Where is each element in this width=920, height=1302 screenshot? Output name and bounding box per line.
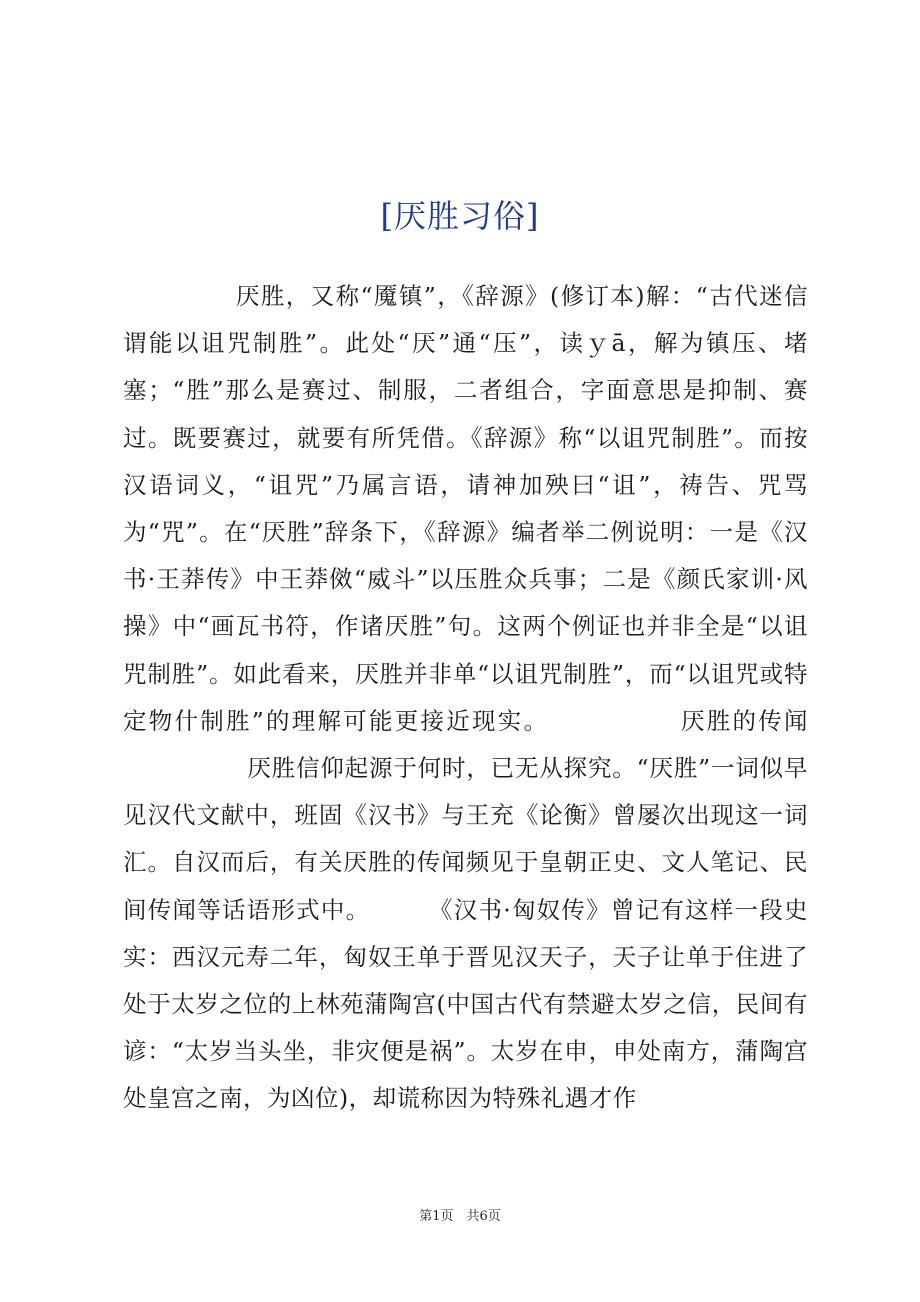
page-number: 第1页 共6页 <box>419 1209 501 1224</box>
body-paragraph <box>123 273 808 1123</box>
paragraph-3: 《汉书·匈奴传》曾记有这样一段史实：西汉元寿二年，匈奴王单于晋见汉天子，天子让单于住进了处于太岁之位的上林苑蒲陶宫(中国古代有禁避太岁之信，民间有谚：“太岁当头坐，非灾便是祸”。太岁在申，申处南方，蒲陶宫处皇宫之南，为凶位)，却谎称因为特殊礼遇才作 <box>123 895 808 1113</box>
document-body <box>123 273 808 1123</box>
page-footer <box>0 1205 920 1224</box>
paragraph-1: 厌胜，又称“魇镇”，《辞源》(修订本)解：“古代迷信谓能以诅咒制胜”。此处“厌”通“压”，读ｙā，解为镇压、堵塞；“胜”那么是赛过、制服，二者组合，字面意思是抑制、赛过。既要赛过，就要有所凭借。《辞源》称“以诅咒制胜”。而按汉语词义，“诅咒”乃属言语，请神加殃曰“诅”，祷告、咒骂为“咒”。在“厌胜”辞条下，《辞源》编者举二例说明：一是《汉书·王莽传》中王莽傚“威斗”以压胜众兵事；二是《颜氏家训·风操》中“画瓦书符，作诸厌胜”句。这两个例证也并非全是“以诅咒制胜”。如此看来，厌胜并非单“以诅咒制胜”，而“以诅咒或特定物什制胜”的理解可能更接近现实。 <box>123 282 808 735</box>
section-heading: 厌胜的传闻 <box>679 706 809 735</box>
document-title: [厌胜习俗] <box>380 197 540 235</box>
paragraph-2: 厌胜信仰起源于何时，已无从探究。“厌胜”一词似早见汉代文献中，班固《汉书》与王充《论衡》曾屡次出现这一词汇。自汉而后，有关厌胜的传闻频见于皇朝正史、文人笔记、民间传闻等话语形式中。 <box>123 754 808 924</box>
